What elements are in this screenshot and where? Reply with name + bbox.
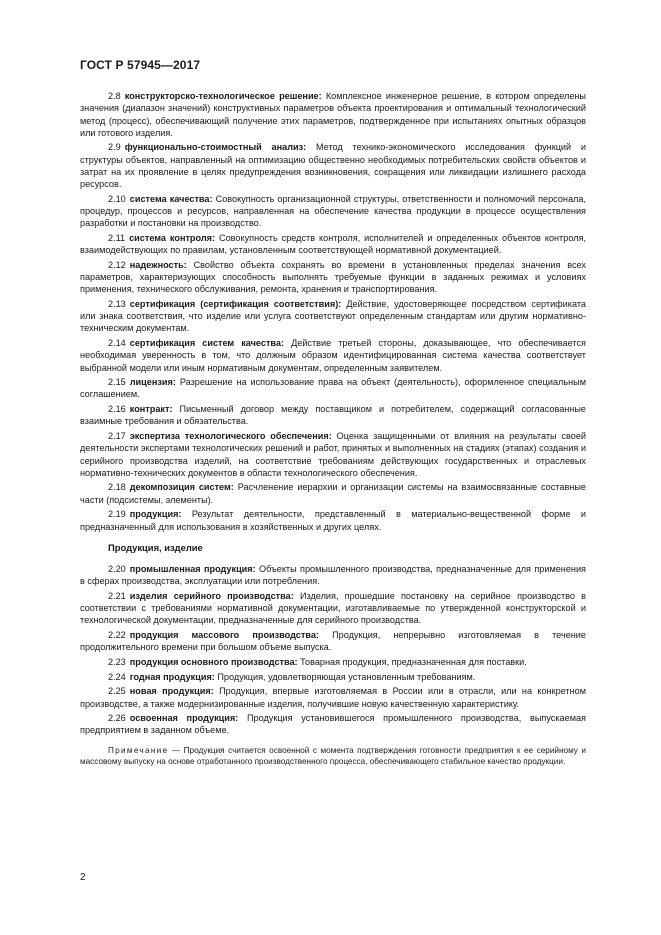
term-name: продукция массового производства: bbox=[129, 630, 319, 641]
term-definition: Разрешение на использование права на объект (деятельность), оформленное специальным соглашением. bbox=[80, 377, 586, 400]
term-definition: Совокупность средств контроля, исполнителей и определенных объектов контроля, взаимодействующих по правилам, установленным соответствующей нормативной документацией. bbox=[80, 232, 586, 256]
term-2-8 bbox=[80, 90, 586, 139]
term-name: надежность: bbox=[129, 259, 187, 270]
term-definition: Письменный договор между поставщиком и потребителем, содержащий согласованные взаимные требования и обязательства. bbox=[80, 404, 586, 427]
term-2-10 bbox=[80, 193, 586, 230]
term-number: 2.23 bbox=[108, 656, 126, 667]
term-number: 2.16 bbox=[108, 404, 126, 415]
term-number: 2.13 bbox=[108, 298, 126, 309]
term-name: функционально-стоимостный анализ: bbox=[124, 142, 307, 153]
term-name: контракт: bbox=[129, 404, 173, 415]
term-number: 2.19 bbox=[108, 509, 126, 520]
term-name: промышленная продукция: bbox=[129, 564, 256, 575]
term-2-19 bbox=[80, 508, 586, 533]
term-name: продукция основного производства: bbox=[129, 656, 298, 667]
term-number: 2.12 bbox=[108, 259, 126, 270]
term-number: 2.26 bbox=[108, 713, 126, 724]
term-number: 2.22 bbox=[108, 630, 126, 641]
term-2-12 bbox=[80, 259, 586, 296]
term-name: освоенная продукция: bbox=[129, 713, 239, 724]
term-2-18 bbox=[80, 481, 586, 506]
term-2-11 bbox=[80, 232, 586, 257]
term-name: экспертиза технологического обеспечения: bbox=[129, 431, 332, 442]
term-2-26 bbox=[80, 712, 586, 737]
term-2-17 bbox=[80, 430, 586, 479]
document-body bbox=[80, 90, 586, 775]
section-heading: Продукция, изделие bbox=[108, 541, 203, 553]
term-2-25 bbox=[80, 685, 586, 710]
term-name: система контроля: bbox=[129, 232, 216, 243]
term-number: 2.20 bbox=[108, 564, 126, 575]
term-name: новая продукция: bbox=[129, 686, 214, 697]
term-number: 2.24 bbox=[108, 671, 126, 682]
term-number: 2.14 bbox=[108, 338, 126, 349]
term-number: 2.8 bbox=[108, 91, 121, 101]
term-definition: Продукция, впервые изготовляемая в России или в отрасли, или на конкретном производстве, а также модернизированные изделия, получившие новую качественную характеристику. bbox=[80, 686, 586, 709]
term-number: 2.10 bbox=[108, 193, 126, 204]
term-2-23 bbox=[80, 656, 586, 668]
document-header: ГОСТ Р 57945—2017 bbox=[80, 58, 201, 72]
page-number: 2 bbox=[80, 872, 86, 883]
term-name: продукция: bbox=[129, 509, 182, 520]
term-definition: Свойство объекта сохранять во времени в установленных пределах значения всех параметров, характеризующих способность выполнять требуемые функции в заданных режимах и условиях применения, технического обслуживания, ремонта, хранения и транспортирования. bbox=[80, 259, 586, 295]
term-number: 2.11 bbox=[108, 232, 126, 243]
term-2-16 bbox=[80, 403, 586, 428]
term-number: 2.25 bbox=[108, 686, 126, 697]
term-2-22 bbox=[80, 629, 586, 654]
term-definition: Товарная продукция, предназначенная для поставки. bbox=[300, 656, 527, 667]
term-number: 2.21 bbox=[108, 590, 126, 601]
term-2-21 bbox=[80, 590, 586, 627]
term-definition: Изделия, прошедшие постановку на серийное производство в соответствии с требованиями нормативной документации, изготавливаемые по утвержденной конструкторской и технологической документации, предназначенные для серийного производства. bbox=[80, 590, 586, 626]
term-definition: Результат деятельности, представленный в материально-вещественной форме и предназначенный для использования в хозяйственных и других целях. bbox=[80, 509, 586, 532]
term-definition: Расчленение иерархии и организации системы на взаимосвязанные составные части (подсистемы, элементы). bbox=[80, 482, 586, 505]
note-label: Примечание bbox=[108, 745, 169, 755]
term-number: 2.15 bbox=[108, 377, 126, 388]
term-definition: Продукция установившегося промышленного производства, выпускаемая предприятием в заданном объеме. bbox=[80, 713, 586, 736]
term-name: изделия серийного производства: bbox=[129, 590, 294, 601]
term-2-14 bbox=[80, 337, 586, 374]
term-2-13 bbox=[80, 298, 586, 335]
term-2-20 bbox=[80, 563, 586, 588]
term-2-15 bbox=[80, 376, 586, 401]
term-definition: Метод технико-экономического исследования функций и структуры объектов, направленный на оптимизацию общественно необходимых потребительских свойств объектов и затрат на их проявление в целях предупреждения возникновения, сокращения или ликвидации излишнего расхода ресурсов. bbox=[80, 142, 586, 190]
term-definition: Действие, удостоверяющее посредством сертификата или знака соответствия, что изделие или услуга соответствуют определенным стандартам или другим нормативно-техническим документам. bbox=[80, 298, 587, 334]
term-definition: Действие третьей стороны, доказывающее, что обеспечивается необходимая уверенность в том, что должным образом идентифицированная система качества соответствует выбранной модели или иным нормативным документам, определенным заявителем. bbox=[80, 338, 586, 373]
term-number: 2.18 bbox=[108, 482, 126, 493]
note bbox=[80, 745, 586, 767]
term-name: сертификация (сертификация соответствия): bbox=[129, 298, 342, 309]
term-definition: Комплексное инженерное решение, в котором определены значения (диапазон значений) конструктивных параметров объекта проектирования и оптимальный технологический метод (процесс), обеспечивающий получение этих параметров, подтвержденное при испытаниях опытных образцов или готового изделия. bbox=[80, 91, 586, 138]
term-name: система качества: bbox=[129, 193, 213, 204]
term-name: конструкторско-технологическое решение: bbox=[124, 91, 322, 101]
term-number: 2.17 bbox=[108, 431, 126, 442]
term-definition: Объекты промышленного производства, предназначенные для применения в сферах производства, эксплуатации или потребления. bbox=[80, 564, 586, 587]
term-name: декомпозиция систем: bbox=[129, 482, 234, 493]
term-2-9 bbox=[80, 141, 586, 190]
term-number: 2.9 bbox=[108, 142, 121, 153]
term-name: годная продукция: bbox=[129, 671, 215, 682]
term-definition: Продукция, удовлетворяющая установленным требованиям. bbox=[217, 671, 476, 682]
term-name: сертификация систем качества: bbox=[129, 338, 285, 349]
note-text: — Продукция считается освоенной с момента подтверждения готовности предприятия к ее серийному и массовому выпуску на основе отработанного производственного процесса, обеспечивающего стабильное качество продукции. bbox=[80, 745, 586, 766]
term-2-24 bbox=[80, 671, 586, 683]
term-name: лицензия: bbox=[129, 377, 176, 388]
term-definition: Совокупность организационной структуры, ответственности и полномочий персонала, процедур, процессов и ресурсов, направленная на обеспечение качества продукции в процессе осуществления разработки и постановки на производство. bbox=[80, 193, 586, 229]
term-definition: Продукция, непрерывно изготовляемая в течение продолжительного времени при большом объеме выпуска. bbox=[80, 630, 586, 653]
term-definition: Оценка защищенными от влияния на результаты своей деятельности экспертами технологических решений и работ, принятых и выполненных на стадиях (этапах) создания и серийного производства изделий, на соответствие требованиям действующих государственных и отраслевых нормативно-технических документов в области технологического обеспечения. bbox=[80, 431, 586, 478]
